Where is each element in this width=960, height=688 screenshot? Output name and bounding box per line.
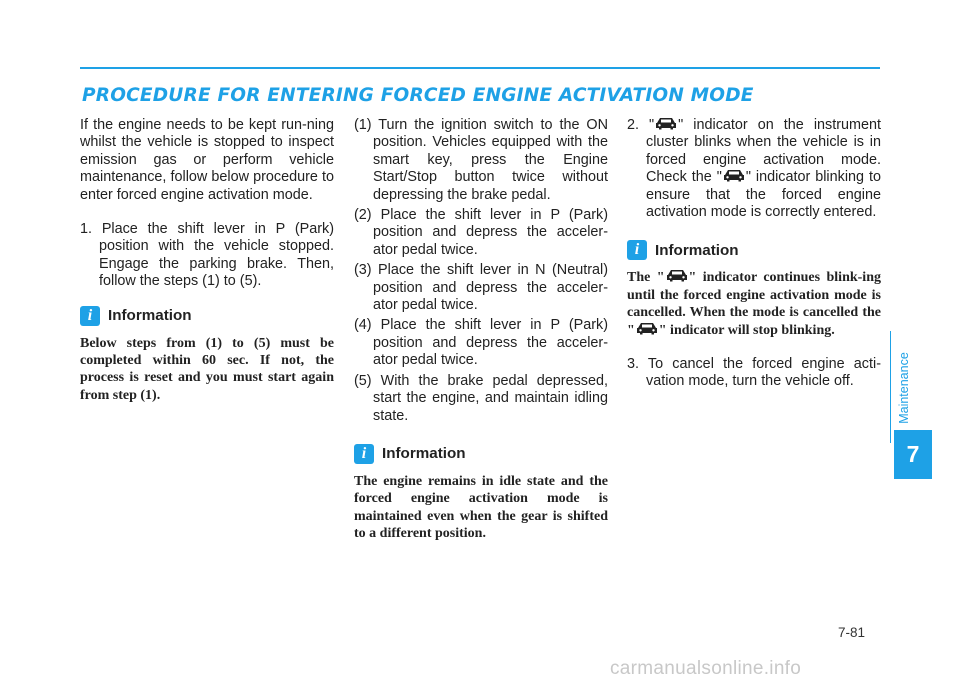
step-1: 1. Place the shift lever in P (Park) position with the vehicle stopped. Engage the parking brake. Then, follow the steps (1) to (5). [80, 221, 334, 290]
car-indicator-icon [666, 269, 688, 282]
substep-2: (2) Place the shift lever in P (Park) position and depress the acceler-ator pedal twice. [354, 207, 608, 258]
info-text-b: " indicator continues blink-ing until the forced engine activation mode is cancelled. When the mode is cancelled the " [627, 270, 881, 338]
info-heading [80, 305, 334, 327]
step-2-text-a: 2. " [627, 117, 655, 133]
car-indicator-icon [636, 322, 658, 335]
step-3: 3. To cancel the forced engine acti-vation mode, turn the vehicle off. [627, 356, 881, 390]
info-title: Information [382, 445, 466, 463]
step-2-text-b: " indicator on the instrument cluster blinks when the vehicle is in forced engine activation mode. Check the " [646, 117, 881, 186]
info-heading [627, 239, 881, 261]
intro-paragraph: If the engine needs to be kept run-ning whilst the vehicle is stopped to inspect emission gas or perform vehicle maintenance, follow below procedure to enter forced engine activation mode. [80, 117, 334, 203]
info-icon: i [627, 240, 647, 260]
info-text-a: The " [627, 270, 665, 286]
substep-3: (3) Place the shift lever in N (Neutral) position and depress the acceler-ator pedal twice. [354, 262, 608, 314]
car-indicator-icon [723, 169, 745, 182]
info-text-c: " indicator will stop blinking. [658, 322, 835, 338]
step-2 [627, 117, 881, 221]
substep-1: (1) Turn the ignition switch to the ON position. Vehicles equipped with the smart key, press the Engine Start/Stop button twice without depressing the brake pedal. [354, 117, 608, 203]
info-title: Information [108, 307, 192, 325]
step-2-text-c: " indicator blinking to ensure that the forced engine activation mode is correctly entered. [646, 169, 881, 221]
info-body: The engine remains in idle state and the forced engine activation mode is maintained even when the gear is shifted to a different position. [354, 473, 608, 542]
chapter-label [894, 343, 914, 433]
info-title: Information [655, 241, 739, 259]
side-rule [890, 331, 891, 443]
column-right [627, 117, 881, 391]
watermark: carmanualsonline.info [610, 658, 802, 679]
column-left [80, 117, 334, 404]
info-icon: i [354, 444, 374, 464]
info-icon: i [80, 306, 100, 326]
column-middle [354, 117, 608, 543]
page-number: 7-81 [838, 625, 866, 640]
section-title: PROCEDURE FOR ENTERING FORCED ENGINE ACTIVATION MODE [82, 85, 754, 106]
info-body: Below steps from (1) to (5) must be completed within 60 sec. If not, the process is reset and you must start again from step (1). [80, 335, 334, 403]
chapter-label-text: Maintenance [897, 352, 912, 424]
substep-4: (4) Place the shift lever in P (Park) position and depress the acceler-ator pedal twice. [354, 317, 608, 369]
info-body [627, 269, 881, 339]
info-heading [354, 443, 608, 465]
chapter-tab: 7 [894, 430, 932, 479]
car-indicator-icon [655, 117, 677, 130]
top-rule [80, 67, 880, 69]
substep-5: (5) With the brake pedal depressed, start the engine, and maintain idling state. [354, 372, 608, 424]
